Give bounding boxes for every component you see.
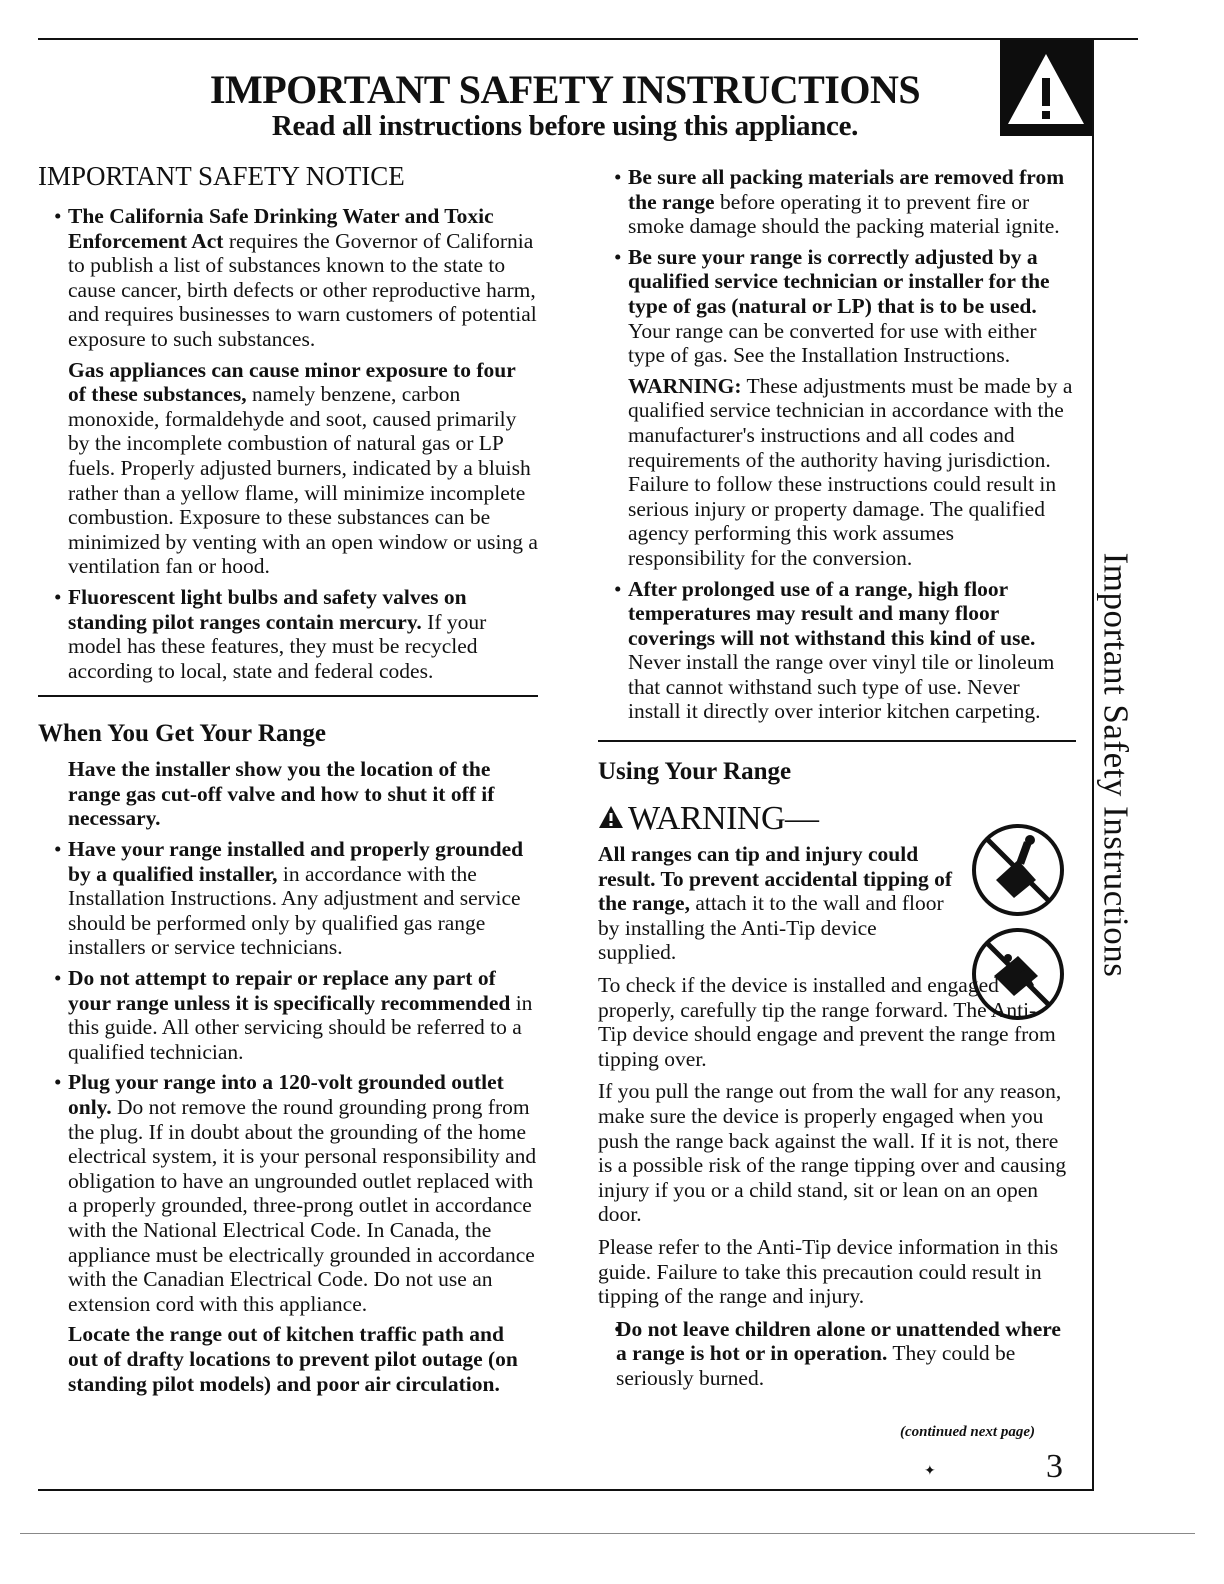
packing-materials-bold: Be sure all packing materials are removed from the range	[628, 165, 1065, 214]
mercury-item	[38, 585, 538, 683]
side-tab-label	[1092, 40, 1138, 1490]
floor-temperature-item	[598, 577, 1076, 725]
bottom-rule	[38, 1489, 1094, 1491]
plug-grounded-item	[38, 1070, 538, 1316]
children-item	[598, 1317, 1076, 1391]
children-bold: Do not leave children alone or unattended where a range is hot or in operation.	[616, 1316, 1061, 1366]
do-not-repair-item	[38, 966, 538, 1064]
packing-materials-text: before operating it to prevent fire or smoke damage should the packing material ignite.	[628, 189, 1060, 239]
children-text: They could be seriously burned.	[616, 1341, 1016, 1390]
packing-materials-item	[598, 165, 1076, 239]
check-device-paragraph: To check if the device is installed and engaged properly, carefully tip the range forward. The Anti-Tip device should engage and prevent the range from tipping over.	[598, 973, 1056, 1071]
do-not-repair-text: in this guide. All other servicing should be referred to a qualified technician.	[68, 990, 533, 1064]
plug-grounded-bold: Plug your range into a 120-volt grounded outlet only.	[68, 1070, 504, 1119]
locate-range-item	[38, 1322, 538, 1396]
locate-range-bold: Locate the range out of kitchen traffic path and out of drafty locations to prevent pilot outage (on standing pilot models) and poor air circulation.	[68, 1322, 518, 1396]
left-column	[38, 160, 538, 1402]
right-column	[598, 165, 1076, 1397]
warning-triangle-icon	[1000, 40, 1092, 136]
section-divider	[38, 695, 538, 697]
mercury-text: If your model has these features, they must be recycled according to local, state and federal codes.	[68, 609, 487, 683]
floor-temperature-bold: After prolonged use of a range, high floor temperatures may result and many floor coverings will not withstand this kind of use.	[628, 576, 1036, 650]
notice-heading: IMPORTANT SAFETY NOTICE	[38, 161, 405, 191]
when-you-get-heading: When You Get Your Range	[38, 720, 326, 748]
tip-injury-bold: All ranges can tip and injury could result. To prevent accidental tipping of the range,	[598, 842, 952, 916]
california-act-text: requires the Governor of California to publish a list of substances known to the state to cause cancer, birth defects or other reproductive harm, and requires businesses to warn customers of potential exposure to such substances.	[68, 228, 537, 351]
do-not-repair-bold: Do not attempt to repair or replace any part of your range unless it is specifically recommended	[68, 966, 511, 1015]
tip-injury-paragraph	[598, 842, 956, 965]
refer-anti-tip-paragraph: Please refer to the Anti-Tip device information in this guide. Failure to take this precaution could result in tipping of the range and injury.	[598, 1234, 1059, 1309]
adjustment-warning-bold: WARNING:	[628, 373, 742, 398]
no-tipping-icon	[968, 820, 1068, 920]
footer-mark-icon: ✦	[924, 1464, 936, 1479]
gas-adjustment-item	[598, 245, 1076, 368]
installed-grounded-bold: Have your range installed and properly grounded by a qualified installer,	[68, 837, 524, 886]
side-tab-text: Important Safety Instructions	[1096, 552, 1136, 978]
mercury-bold: Fluorescent light bulbs and safety valves on standing pilot ranges contain mercury.	[68, 584, 467, 634]
installed-grounded-item	[38, 837, 538, 960]
warning-small-icon	[598, 805, 624, 829]
gas-exposure-bold: Gas appliances can cause minor exposure to four of these substances,	[68, 357, 516, 407]
warning-badge	[1000, 40, 1092, 136]
gas-exposure-text: namely benzene, carbon monoxide, formaldehyde and soot, caused primarily by the incomplete combustion of natural gas or LP fuels. Properly adjusted burners, indicated by a bluish rather than a yellow flame, will minimize incomplete combustion. Exposure to these substances can be minimized by venting with an open window or using a ventilation fan or hood.	[68, 382, 538, 579]
gas-adjustment-bold: Be sure your range is correctly adjusted by a qualified service technician or installer for the type of gas (natural or LP) that is to be used.	[628, 244, 1050, 318]
adjustment-warning	[598, 374, 1076, 571]
california-act-bold: The California Safe Drinking Water and Toxic Enforcement Act	[68, 204, 494, 253]
warning-heading-text: WARNING—	[628, 800, 819, 838]
gas-exposure-paragraph	[38, 358, 538, 579]
tip-injury-text: attach it to the wall and floor by installing the Anti-Tip device supplied.	[598, 891, 944, 965]
no-tipping-range-icon	[968, 924, 1068, 1024]
page-subtitle: Read all instructions before using this appliance.	[271, 110, 859, 142]
anti-tip-warning	[598, 800, 1076, 1309]
plug-grounded-text: Do not remove the round grounding prong from the plug. If in doubt about the grounding of the home electrical system, it is your personal responsibility and obligation to have an ungrounded outlet replaced with a properly grounded, three-prong outlet in accordance with the National Electrical Code. In Canada, the appliance must be electrically grounded in accordance with the Canadian Electrical Code. Do not use an extension cord with this appliance.	[68, 1095, 537, 1316]
installed-grounded-text: in accordance with the Installation Instructions. Any adjustment and service should be performed only by qualified gas range installers or service technicians.	[68, 861, 521, 960]
continued-note: (continued next page)	[900, 1424, 1035, 1440]
using-range-heading: Using Your Range	[598, 758, 792, 786]
anti-tip-icons	[968, 800, 1076, 1024]
gas-adjustment-text: Your range can be converted for use with either type of gas. See the Installation Instructions.	[628, 318, 1037, 368]
right-section-divider	[598, 740, 1076, 742]
california-act-item	[38, 204, 538, 352]
adjustment-warning-text: These adjustments must be made by a qualified service technician in accordance with the manufacturer's instructions and all codes and requirements of the authority having jurisdiction. Failure to follow these instructions could result in serious injury or property damage. The qualified agency performing this work assumes responsibility for the conversion.	[628, 373, 1073, 570]
page-edge-rule	[20, 1533, 1195, 1534]
floor-temperature-text: Never install the range over vinyl tile or linoleum that cannot withstand such type of use. Never install it directly over interior kitchen carpeting.	[628, 650, 1055, 724]
gas-cutoff-item	[38, 757, 538, 831]
gas-cutoff-bold: Have the installer show you the location of the range gas cut-off valve and how to shut it off if necessary.	[68, 757, 495, 831]
page-title: IMPORTANT SAFETY INSTRUCTIONS	[209, 67, 921, 112]
top-rule	[38, 38, 1138, 40]
page-number: 3	[1046, 1448, 1063, 1485]
pull-range-paragraph: If you pull the range out from the wall for any reason, make sure the device is properly engaged when you push the range back against the wall. If it is not, there is a possible risk of the range tipping over and causing injury if you or a child stand, sit or lean on an open door.	[598, 1079, 1067, 1227]
